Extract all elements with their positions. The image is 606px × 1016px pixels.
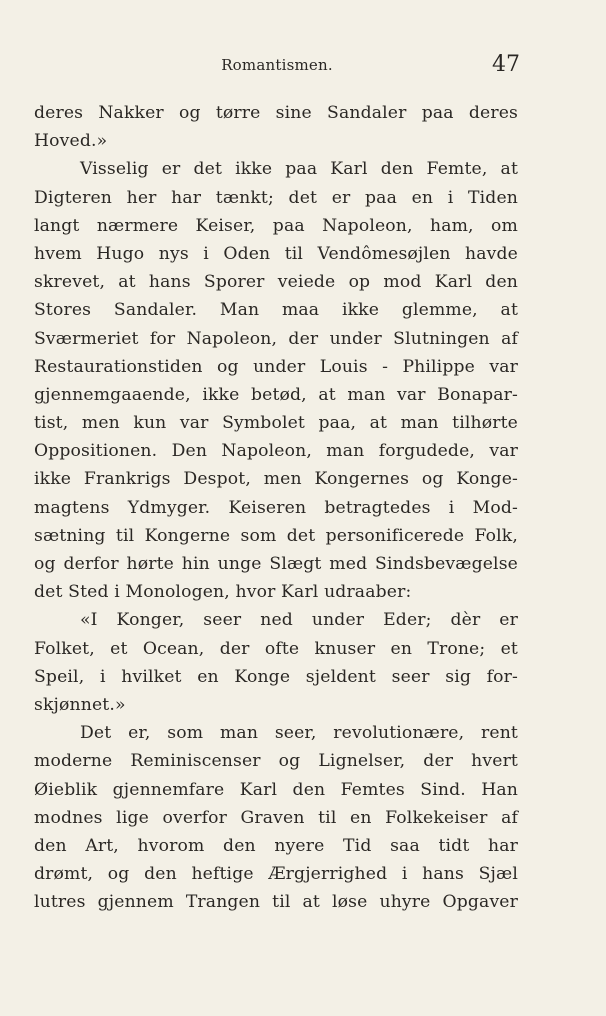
text-line: sætning til Kongerne som det personificerede Folk, [34,525,518,546]
text-line: skjønnet.» [34,694,126,715]
text-line: og derfor hørte hin unge Slægt med Sindsbevægelse [34,554,518,574]
text-line: moderne Reminiscenser og Lignelser, der hvert [34,751,518,772]
text-line: Oppositionen. Den Napoleon, man forgudede, var [34,441,518,462]
text-line: «I Konger, seer ned under Eder; dèr er [80,610,518,631]
text-line: den Art, hvorom den nyere Tid saa tidt har [34,835,518,856]
text-line: Stores Sandaler. Man maa ikke glemme, at [34,300,518,321]
text-line: Digteren her har tænkt; det er paa en i Tiden [34,187,518,208]
text-line: ikke Frankrigs Despot, men Kongernes og Konge- [34,469,518,490]
text-line: gjennemgaaende, ikke betød, at man var Bonapar- [34,384,518,405]
running-title: Romantismen. [221,56,333,74]
text-line: hvem Hugo nys i Oden til Vendômesøjlen havde [34,243,518,264]
text-line: drømt, og den heftige Ærgjerrighed i hans Sjæl [34,864,518,885]
text-line: tist, men kun var Symbolet paa, at man tilhørte [34,413,518,434]
text-line: Visselig er det ikke paa Karl den Femte, at [80,159,518,180]
text-line: Sværmeriet for Napoleon, der under Slutningen af [34,328,518,349]
text-line: langt nærmere Keiser, paa Napoleon, ham, om [34,215,518,236]
text-line: lutres gjennem Trangen til at løse uhyre Opgaver [34,892,518,913]
body-text [34,99,518,916]
text-line: det Sted i Monologen, hvor Karl udraaber: [34,582,412,603]
text-line: Det er, som man seer, revolutionære, rent [80,723,518,744]
page-number: 47 [492,52,520,77]
text-line: Folket, et Ocean, der ofte knuser en Trone; et [34,638,518,659]
text-line: modnes lige overfor Graven til en Folkekeiser af [34,807,518,828]
text-line: Restaurationstiden og under Louis - Philippe var [34,356,518,377]
text-line: magtens Ydmyger. Keiseren betragtedes i Mod- [34,497,518,518]
text-line: Hoved.» [34,131,108,152]
running-head [34,52,520,78]
text-line: Øieblik gjennemfare Karl den Femtes Sind. Han [34,779,518,800]
text-line: skrevet, at hans Sporer veiede op mod Karl den [34,272,518,293]
text-line: Speil, i hvilket en Konge sjeldent seer sig for- [34,666,518,687]
text-line: deres Nakker og tørre sine Sandaler paa deres [34,103,518,123]
